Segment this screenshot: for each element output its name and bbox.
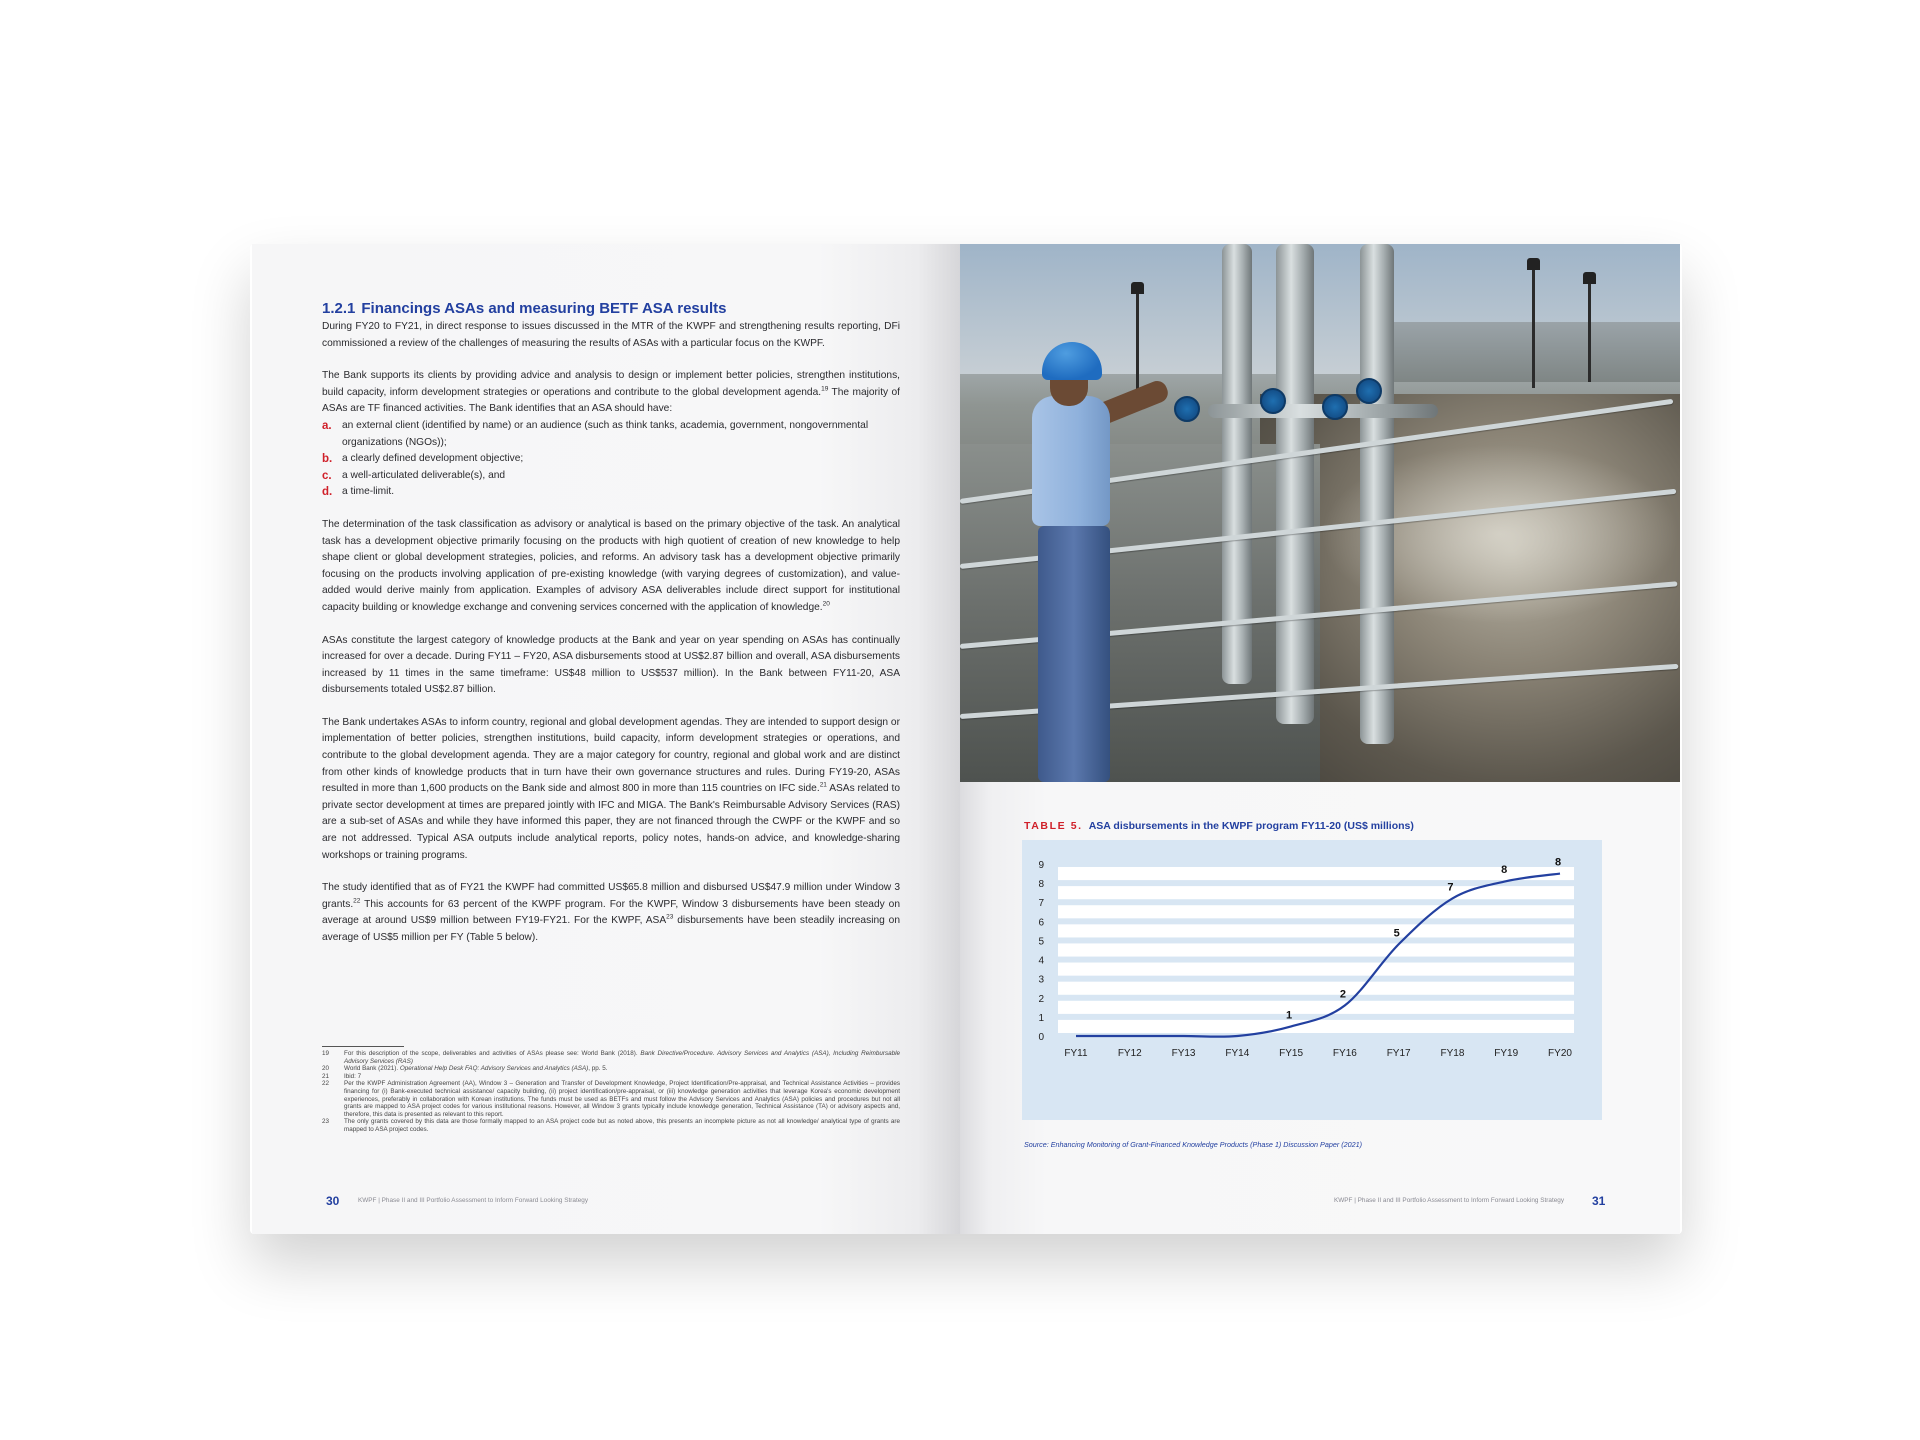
x-tick-label: FY19 xyxy=(1494,1048,1519,1059)
y-tick-label: 3 xyxy=(1038,974,1044,986)
paragraph-1: During FY20 to FY21, in direct response to issues discussed in the MTR of the KWPF and strengthening results reporting, DFi commissioned a review of the challenges of measuring the results of ASAs with a particular focus on the KWPF. xyxy=(322,321,900,349)
paragraph-2: The Bank supports its clients by providing advice and analysis to design or implement better policies, strengthen institutions, build capacity, inform development strategies or operations and contribute to the global development agenda.$^{19}$ The majority of ASAs are TF financed activities. The Bank identifies that an ASA should have: xyxy=(322,370,900,415)
list-item: d. a time-limit. xyxy=(322,486,395,499)
y-tick-label: 8 xyxy=(1038,879,1044,891)
grid-band xyxy=(1058,924,1574,940)
running-title-left: KWPF | Phase II and III Portfolio Assessment to Inform Forward Looking Strategy xyxy=(358,1197,589,1204)
list-item: a. an external client (identified by name) or an audience (such as think tanks, academia, government, nongovernmental organizations (NGOs)); xyxy=(322,419,869,448)
running-title-right: KWPF | Phase II and III Portfolio Assessment to Inform Forward Looking Strategy xyxy=(1334,1197,1565,1204)
footnote-20: 20 World Bank (2021). Operational Help Desk FAQ: Advisory Services and Analytics (ASA), pp. 5. xyxy=(322,1065,608,1073)
x-tick-label: FY15 xyxy=(1279,1048,1304,1059)
footnote-ref-23[interactable]: 23 xyxy=(666,914,674,922)
data-label: 8 xyxy=(1501,864,1508,877)
table-label: TABLE 5. xyxy=(1024,820,1083,832)
grid-band xyxy=(1058,943,1574,956)
y-tick-label: 1 xyxy=(1038,1012,1044,1024)
y-tick-label: 4 xyxy=(1038,955,1044,967)
paragraph-4: ASAs constitute the largest category of knowledge products at the Bank and year on year spending on ASAs has continually increased for over a decade. During FY11 – FY20, ASA disbursements stood at US$2.87 billion and overall, ASA disbursements increased by 11 times in the same timeframe: US$48 million to US$537 million). In the Bank between FY11-20, ASA disbursements totaled US$2.87 billion. xyxy=(322,634,900,696)
paragraph-3: The determination of the task classification as advisory or analytical is based on the primary objective of the task. An analytical task has a development objective primarily focusing on the products with high quotient of creation of new knowledge to help shape client or global development strategies, policies, and reforms. An advisory task has a development objective primarily focusing on the products involving application of pre-existing knowledge (with varying degrees of customization), and value-added would derive mainly from application. Examples of advisory ASA deliverables include direct support for institutional capacity building or knowledge exchange and convening services concerned with the application of knowledge.$^{20}$ xyxy=(322,518,900,613)
y-tick-label: 5 xyxy=(1038,936,1044,948)
left-page xyxy=(252,244,960,1234)
x-tick-label: FY13 xyxy=(1171,1048,1196,1059)
x-tick-label: FY14 xyxy=(1225,1048,1250,1059)
grid-band xyxy=(1058,905,1574,918)
footnote-21: 21 Ibid: 7 xyxy=(322,1072,362,1080)
footnote-22: 22 Per the KWPF Administration Agreement (AA), Window 3 – Generation and Transfer of Development Knowledge, Project Identification/Pre-appraisal, and Technical Assistance Activities – provides financing for (i) Bank-executed technical assistance/ capacity building, (ii) project identification/pre-appraisal, or (iii) knowledge generation activities that leverage Korea's economic development experiences, preferably in collaboration with Korean institutions. The funds must be used as BETFs and must follow the Advisory Services and Analytics (ASA) policies and procedures but not all grants are mapped to ASA project codes for various institutional reasons. However, all Window 3 grants typically include knowledge generation, Technical Assistance (TA) or advisory aspects and, therefore, this data is presented as relevant to this report. xyxy=(322,1080,900,1118)
y-tick-label: 7 xyxy=(1038,898,1044,910)
line-chart xyxy=(1022,840,1602,1120)
footnote-23: 23 The only grants covered by this data are those formally mapped to an ASA project code but as noted above, this presents an incomplete picture as not all knowledge/ analytical type of grants are mapped to ASA project codes. xyxy=(322,1118,900,1133)
y-tick-label: 2 xyxy=(1038,993,1044,1005)
footnote-ref-21[interactable]: 21 xyxy=(819,781,827,789)
data-label: 5 xyxy=(1393,927,1400,940)
paragraph-5: The Bank undertakes ASAs to inform country, regional and global development agendas. They are intended to support design or implementation of better policies, strengthen institutions, build capacity, inform development strategies or operations, and contribute to the global development agenda. They are a major category for country, regional and global work and are distinct from other kinds of knowledge products that in turn have their own governance structures and rules. During FY19-20, ASAs resulted in more than 1,600 products on the Bank side and almost 800 in more than 115 countries on IFC side.$^{21}$ ASAs related to private sector development at times are prepared jointly with IFC and MIGA. The Bank's Reimbursable Advisory Services (RAS) are a sub-set of ASAs and while they have informed this paper, they are not financed through the CWPF or the KWPF and so are not addressed. Typical ASA outputs include analytical reports, policy notes, hands-on advice, and knowledge-sharing workshops or training programs. xyxy=(322,716,900,861)
water-treatment-photo xyxy=(960,244,1680,782)
x-tick-label: FY20 xyxy=(1548,1048,1572,1059)
y-tick-label: 9 xyxy=(1038,860,1044,871)
grid-band xyxy=(1058,1001,1574,1014)
y-tick-label: 0 xyxy=(1038,1032,1044,1043)
list-item: b. a clearly defined development objective; xyxy=(322,453,524,466)
list-item: c. a well-articulated deliverable(s), and xyxy=(322,469,506,482)
section-title: Financings ASAs and measuring BETF ASA results xyxy=(361,300,727,317)
asa-requirements-list xyxy=(322,418,900,501)
x-tick-label: FY16 xyxy=(1332,1048,1357,1059)
footnote-ref-22[interactable]: 22 xyxy=(353,897,361,905)
page-number-left: 30 xyxy=(326,1194,340,1208)
x-tick-label: FY12 xyxy=(1117,1048,1142,1059)
footnote-19: 19 For this description of the scope, deliverables and activities of ASAs please see: World Bank (2018). Bank Directive/Procedure. Advisory Services and Analytics (ASA), Including Reimbursable Advisory Services (RAS) xyxy=(322,1050,900,1065)
table-title: TABLE 5. ASA disbursements in the KWPF program FY11-20 (US$ millions) xyxy=(1024,820,1414,832)
data-label: 2 xyxy=(1339,988,1346,1001)
footnotes xyxy=(322,1050,900,1134)
x-tick-label: FY18 xyxy=(1440,1048,1465,1059)
data-label: 1 xyxy=(1286,1009,1293,1022)
right-page xyxy=(960,244,1680,1234)
footnote-ref-19[interactable]: 19 xyxy=(821,385,829,393)
section-number: 1.2.1 xyxy=(322,300,356,317)
grid-band xyxy=(1058,963,1574,976)
grid-band xyxy=(1058,867,1574,880)
chart-svg xyxy=(1022,840,1602,1120)
footnote-ref-20[interactable]: 20 xyxy=(822,600,830,608)
data-label: 8 xyxy=(1554,856,1562,869)
paragraph-6: The study identified that as of FY21 the KWPF had committed US$65.8 million and disbursed US$47.9 million under Window 3 grants.$^{22}$ This accounts for 63 percent of the KWPF program. For the KWPF, Window 3 disbursements have been steady on average at around US$9 million between FY19-FY21. For the KWPF, ASA$^{23}$ disbursements have been steadily increasing on average of US$5 million per FY (Table 5 below). xyxy=(322,882,901,943)
left-page-body xyxy=(322,300,900,963)
grid-band xyxy=(1058,982,1574,995)
x-tick-label: FY17 xyxy=(1386,1048,1411,1059)
section-heading xyxy=(322,300,900,317)
data-label: 7 xyxy=(1447,881,1454,894)
footnote-divider xyxy=(322,1046,404,1047)
y-tick-label: 6 xyxy=(1038,917,1044,929)
grid-band xyxy=(1058,1020,1574,1033)
x-tick-label: FY11 xyxy=(1064,1048,1088,1059)
page-number-right: 31 xyxy=(1592,1194,1606,1208)
chart-source: Source: Enhancing Monitoring of Grant-Financed Knowledge Products (Phase 1) Discussion Paper (2021) xyxy=(1024,1140,1362,1149)
grid-band xyxy=(1058,886,1574,899)
